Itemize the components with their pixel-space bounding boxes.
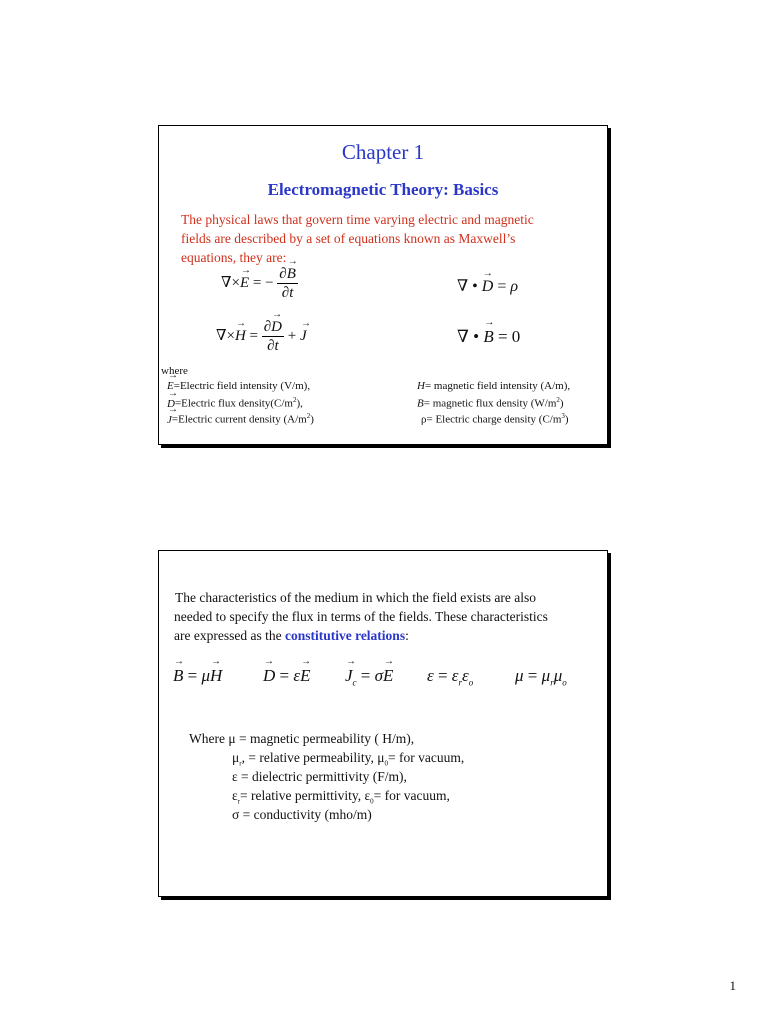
slide-1 — [158, 125, 608, 445]
def-j: → J=Electric current density $(A/m^2)$ — [167, 412, 314, 426]
epsilon-line: ε = dielectric permittivity (F/m), — [232, 769, 407, 784]
intro-line-3: equations, they are: — [181, 250, 287, 265]
def-d: → D=Electric flux $density(C/m^2)$, — [167, 396, 303, 410]
where-label: where — [161, 365, 188, 377]
medium-line-3: are expressed as the constitutive relations: — [174, 628, 409, 643]
relation-d: → D = ε→ E — [263, 666, 310, 686]
epsilon-r-line: $\varepsilon_r=$ relative permittivity, $\varepsilon_0=$ for vacuum, — [232, 788, 450, 806]
def-rho: ρ= Electric charge density $(C/m^3)$ — [421, 412, 569, 426]
ampere-equation: ∇×→ H = $\frac{\partial\to D}{\partial t}$ + → J — [216, 319, 307, 355]
slide-subtitle: Electromagnetic Theory: Basics — [267, 180, 499, 199]
relation-j: → $J_c = \sigma\to E$ — [345, 666, 393, 687]
faraday-equation: ∇×→ E = − $\frac{\partial\to B}{\partial t}$ — [221, 266, 298, 302]
intro-line-1: The physical laws that govern time varying electric and magnetic — [181, 212, 534, 227]
relation-mu: $\mu = \mu_r\mu_o$ — [515, 666, 567, 688]
medium-line-1: The characteristics of the medium in which the field exists are also — [175, 590, 536, 605]
slide-2 — [158, 550, 608, 897]
where-mu-line: Where μ = magnetic permeability ( H/m), — [189, 731, 415, 746]
gauss-magnetic-equation: ∇ • → B = 0 — [457, 327, 520, 347]
medium-line-2: needed to specify the flux in terms of the fields. These characteristics — [174, 609, 548, 624]
relation-b: → B = μ→ H — [173, 666, 222, 686]
constitutive-relations-term: constitutive relations — [284, 628, 406, 643]
def-e: → E=Electric field intensity (V/m), — [167, 380, 310, 392]
def-h: H= magnetic field intensity (A/m), — [417, 380, 571, 392]
page-number: 1 — [729, 978, 736, 993]
chapter-title: Chapter 1 — [341, 140, 425, 164]
def-b: B= magnetic flux density $(W/m^2)$ — [417, 396, 564, 410]
intro-line-2: fields are described by a set of equations known as Maxwell’s — [181, 231, 516, 246]
sigma-line: σ = conductivity (mho/m) — [232, 807, 372, 822]
relation-epsilon: $\varepsilon = \varepsilon_r\varepsilon_o$ — [427, 666, 474, 688]
gauss-electric-equation: ∇ • → D = ρ — [457, 276, 518, 296]
mu-r-line: $\mu_r$, = relative permeability, $\mu_0=$ for vacuum, — [232, 750, 465, 768]
